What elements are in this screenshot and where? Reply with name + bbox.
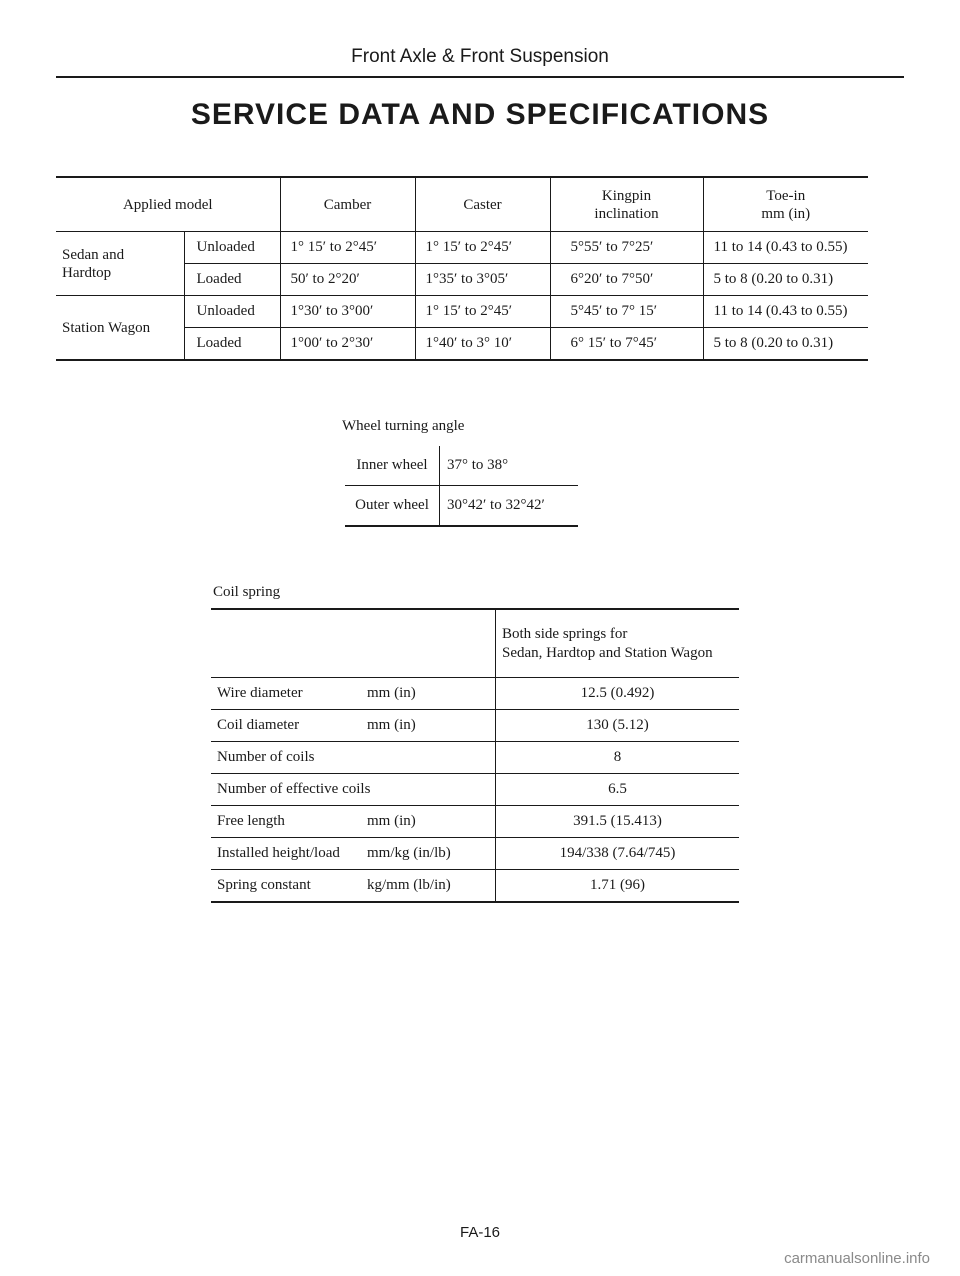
coil-unit: mm (in) bbox=[367, 806, 496, 838]
table-row bbox=[345, 486, 578, 527]
model-line2: Hardtop bbox=[62, 264, 112, 281]
table-row bbox=[345, 446, 578, 486]
condition-cell: Loaded bbox=[184, 328, 280, 361]
page-title: SERVICE DATA AND SPECIFICATIONS bbox=[190, 98, 770, 131]
coil-value: 194/338 (7.64/745) bbox=[496, 838, 740, 870]
coil-label: Free length bbox=[211, 806, 367, 838]
coil-label: Wire diameter bbox=[211, 678, 367, 710]
model-line1: Sedan and bbox=[62, 246, 125, 263]
header-caster: Caster bbox=[415, 177, 550, 232]
wheel-turning-table bbox=[345, 446, 578, 527]
outer-wheel-value: 30°42′ to 32°42′ bbox=[440, 486, 579, 527]
coil-value: 1.71 (96) bbox=[496, 870, 740, 903]
page-number: FA-16 bbox=[459, 1224, 501, 1241]
table-row bbox=[211, 774, 739, 806]
coil-value: 6.5 bbox=[496, 774, 740, 806]
coil-value: 12.5 (0.492) bbox=[496, 678, 740, 710]
coil-unit: kg/mm (lb/in) bbox=[367, 870, 496, 903]
condition-cell: Loaded bbox=[184, 264, 280, 296]
camber-cell: 50′ to 2°20′ bbox=[280, 264, 415, 296]
condition-cell: Unloaded bbox=[184, 296, 280, 328]
toein-cell: 11 to 14 (0.43 to 0.55) bbox=[703, 296, 868, 328]
coil-label: Number of effective coils bbox=[211, 774, 496, 806]
inner-wheel-label: Inner wheel bbox=[345, 446, 440, 486]
model-station-wagon bbox=[56, 296, 184, 361]
camber-cell: 1°30′ to 3°00′ bbox=[280, 296, 415, 328]
coil-unit: mm (in) bbox=[367, 710, 496, 742]
camber-cell: 1° 15′ to 2°45′ bbox=[280, 232, 415, 264]
camber-cell: 1°00′ to 2°30′ bbox=[280, 328, 415, 361]
coil-label: Installed height/load bbox=[211, 838, 367, 870]
table-row bbox=[211, 678, 739, 710]
toein-cell: 5 to 8 (0.20 to 0.31) bbox=[703, 328, 868, 361]
watermark: carmanualsonline.info bbox=[784, 1250, 930, 1267]
condition-cell: Unloaded bbox=[184, 232, 280, 264]
header-camber: Camber bbox=[280, 177, 415, 232]
table-row bbox=[211, 806, 739, 838]
section-title: Front Axle & Front Suspension bbox=[351, 46, 609, 67]
model-line1: Station Wagon bbox=[62, 319, 151, 336]
caster-cell: 1°40′ to 3° 10′ bbox=[415, 328, 550, 361]
model-sedan-hardtop bbox=[56, 232, 184, 296]
table-row bbox=[211, 870, 739, 903]
coil-unit: mm (in) bbox=[367, 678, 496, 710]
coil-spring-table bbox=[211, 608, 739, 903]
table-row bbox=[211, 742, 739, 774]
coil-header-applies-to bbox=[496, 609, 740, 678]
header-toein-line1: Toe-in bbox=[766, 187, 806, 204]
coil-header-blank bbox=[211, 609, 367, 678]
kingpin-cell: 6° 15′ to 7°45′ bbox=[550, 328, 703, 361]
kingpin-cell: 5°45′ to 7° 15′ bbox=[550, 296, 703, 328]
header-kingpin bbox=[550, 177, 703, 232]
table-row bbox=[56, 296, 868, 328]
caster-cell: 1° 15′ to 2°45′ bbox=[415, 232, 550, 264]
coil-header-line2: Sedan, Hardtop and Station Wagon bbox=[502, 644, 713, 661]
header-applied-model: Applied model bbox=[56, 177, 280, 232]
coil-unit bbox=[367, 742, 496, 774]
coil-header-blank-unit bbox=[367, 609, 496, 678]
header-toe-in bbox=[703, 177, 868, 232]
coil-value: 8 bbox=[496, 742, 740, 774]
header-toein-line2: mm (in) bbox=[761, 205, 811, 222]
coil-label: Number of coils bbox=[211, 742, 367, 774]
kingpin-cell: 5°55′ to 7°25′ bbox=[550, 232, 703, 264]
coil-value: 391.5 (15.413) bbox=[496, 806, 740, 838]
table-row bbox=[56, 232, 868, 264]
caster-cell: 1°35′ to 3°05′ bbox=[415, 264, 550, 296]
kingpin-cell: 6°20′ to 7°50′ bbox=[550, 264, 703, 296]
alignment-spec-table bbox=[56, 176, 868, 361]
toein-cell: 5 to 8 (0.20 to 0.31) bbox=[703, 264, 868, 296]
table-row bbox=[211, 710, 739, 742]
coil-value: 130 (5.12) bbox=[496, 710, 740, 742]
table-row bbox=[211, 838, 739, 870]
caster-cell: 1° 15′ to 2°45′ bbox=[415, 296, 550, 328]
outer-wheel-label: Outer wheel bbox=[355, 497, 429, 513]
coil-label: Coil diameter bbox=[211, 710, 367, 742]
toein-cell: 11 to 14 (0.43 to 0.55) bbox=[703, 232, 868, 264]
header-kingpin-line2: inclination bbox=[594, 205, 659, 222]
header-rule bbox=[56, 76, 904, 78]
coil-header-line1: Both side springs for bbox=[502, 625, 628, 642]
coil-unit: mm/kg (in/lb) bbox=[367, 838, 496, 870]
header-kingpin-line1: Kingpin bbox=[601, 187, 652, 204]
spec-header-row bbox=[56, 177, 868, 232]
coil-label: Spring constant bbox=[211, 870, 367, 903]
inner-wheel-value: 37° to 38° bbox=[440, 446, 579, 486]
wheel-turning-caption: Wheel turning angle bbox=[342, 418, 465, 434]
coil-header-row bbox=[211, 609, 739, 678]
coil-spring-caption: Coil spring bbox=[213, 584, 281, 600]
